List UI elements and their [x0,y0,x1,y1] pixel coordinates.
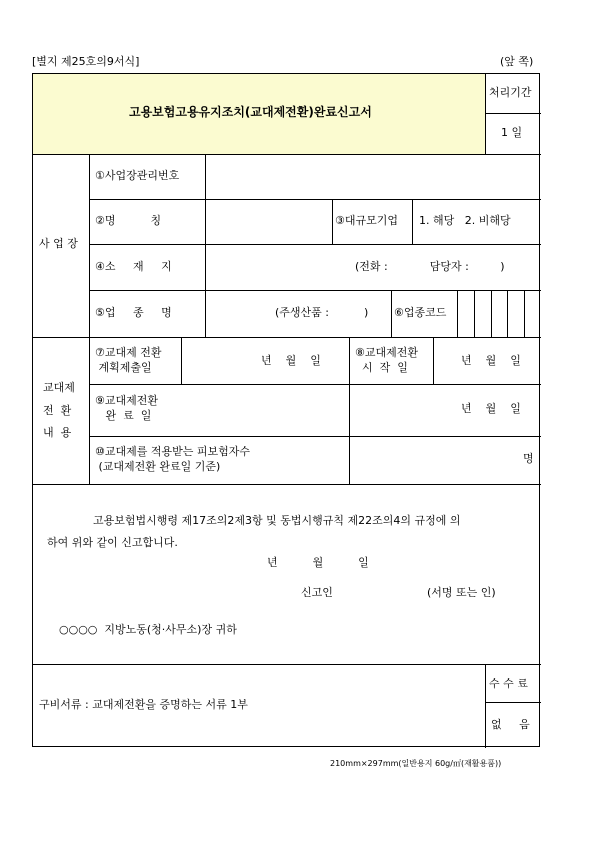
page-side-label: (앞 쪽) [500,55,534,68]
plan-submission-date[interactable]: 년 월 일 [261,354,321,367]
insured-count-label-2: (교대제전환 완료일 기준) [95,460,221,473]
reporter-label: 신고인 [301,586,333,599]
insured-count-label: ⑩교대제를 적용받는 피보험자수 [95,445,250,458]
address-phone-contact[interactable]: (전화 : 담당자 : ) [355,260,505,273]
business-id-label: ①사업장관리번호 [95,169,180,182]
form-reference: [별지 제25호의9서식] [32,55,140,68]
paper-spec: 210mm×297mm(일반용지 60g/㎡(재활용품)) [330,759,502,768]
plan-submission-label-2: 계획제출일 [95,361,152,374]
start-date-label: ⑧교대제전환 [355,346,418,359]
form-title: 고용보험고용유지조치(교대제전환)완료신고서 [129,105,372,119]
completion-date-field[interactable]: 년 월 일 [461,402,521,415]
completion-date-label: ⑨교대제전환 [95,394,158,407]
declaration-date[interactable]: 년 월 일 [267,556,369,569]
industry-code-label: ⑥업종코드 [394,306,447,319]
shift-section-label-1: 교대제 [43,381,75,394]
business-name-field[interactable] [206,200,331,243]
report-form [32,73,540,747]
business-section-label: 사 업 장 [39,237,78,250]
signature-field[interactable]: (서명 또는 인) [427,586,496,599]
shift-section-label-2: 전 환 [43,404,72,417]
large-enterprise-label: ③대규모기업 [335,214,398,227]
business-id-field[interactable] [206,155,540,198]
start-date-field[interactable]: 년 월 일 [461,354,521,367]
processing-period-value: 1 일 [501,126,523,139]
declaration-line-1: 고용보험법시행령 제17조의2제3항 및 동법시행규칙 제22조의4의 규정에 의 [93,514,461,527]
required-documents: 구비서류 : 교대제전환을 증명하는 서류 1부 [39,698,248,711]
fee-value: 없 음 [491,718,530,731]
large-enterprise-options[interactable]: 1. 해당 2. 비해당 [419,214,511,227]
insured-count-unit[interactable]: 명 [523,452,534,465]
processing-period-label: 처리기간 [489,86,532,99]
business-name-label: ②명 칭 [95,214,162,227]
start-date-label-2: 시 작 일 [355,361,408,374]
completion-date-label-2: 완 료 일 [95,409,152,422]
plan-submission-label: ⑦교대제 전환 [95,346,162,359]
addressee: ○○○○ 지방노동(청·사무소)장 귀하 [59,623,237,636]
address-label: ④소 재 지 [95,260,172,273]
main-product-field[interactable]: (주생산품 : ) [275,306,369,319]
industry-name-label: ⑤업 종 명 [95,306,172,319]
shift-section-label-3: 내 용 [43,426,72,439]
fee-label: 수 수 료 [489,677,528,690]
declaration-line-2: 하여 위와 같이 신고합니다. [47,536,178,549]
